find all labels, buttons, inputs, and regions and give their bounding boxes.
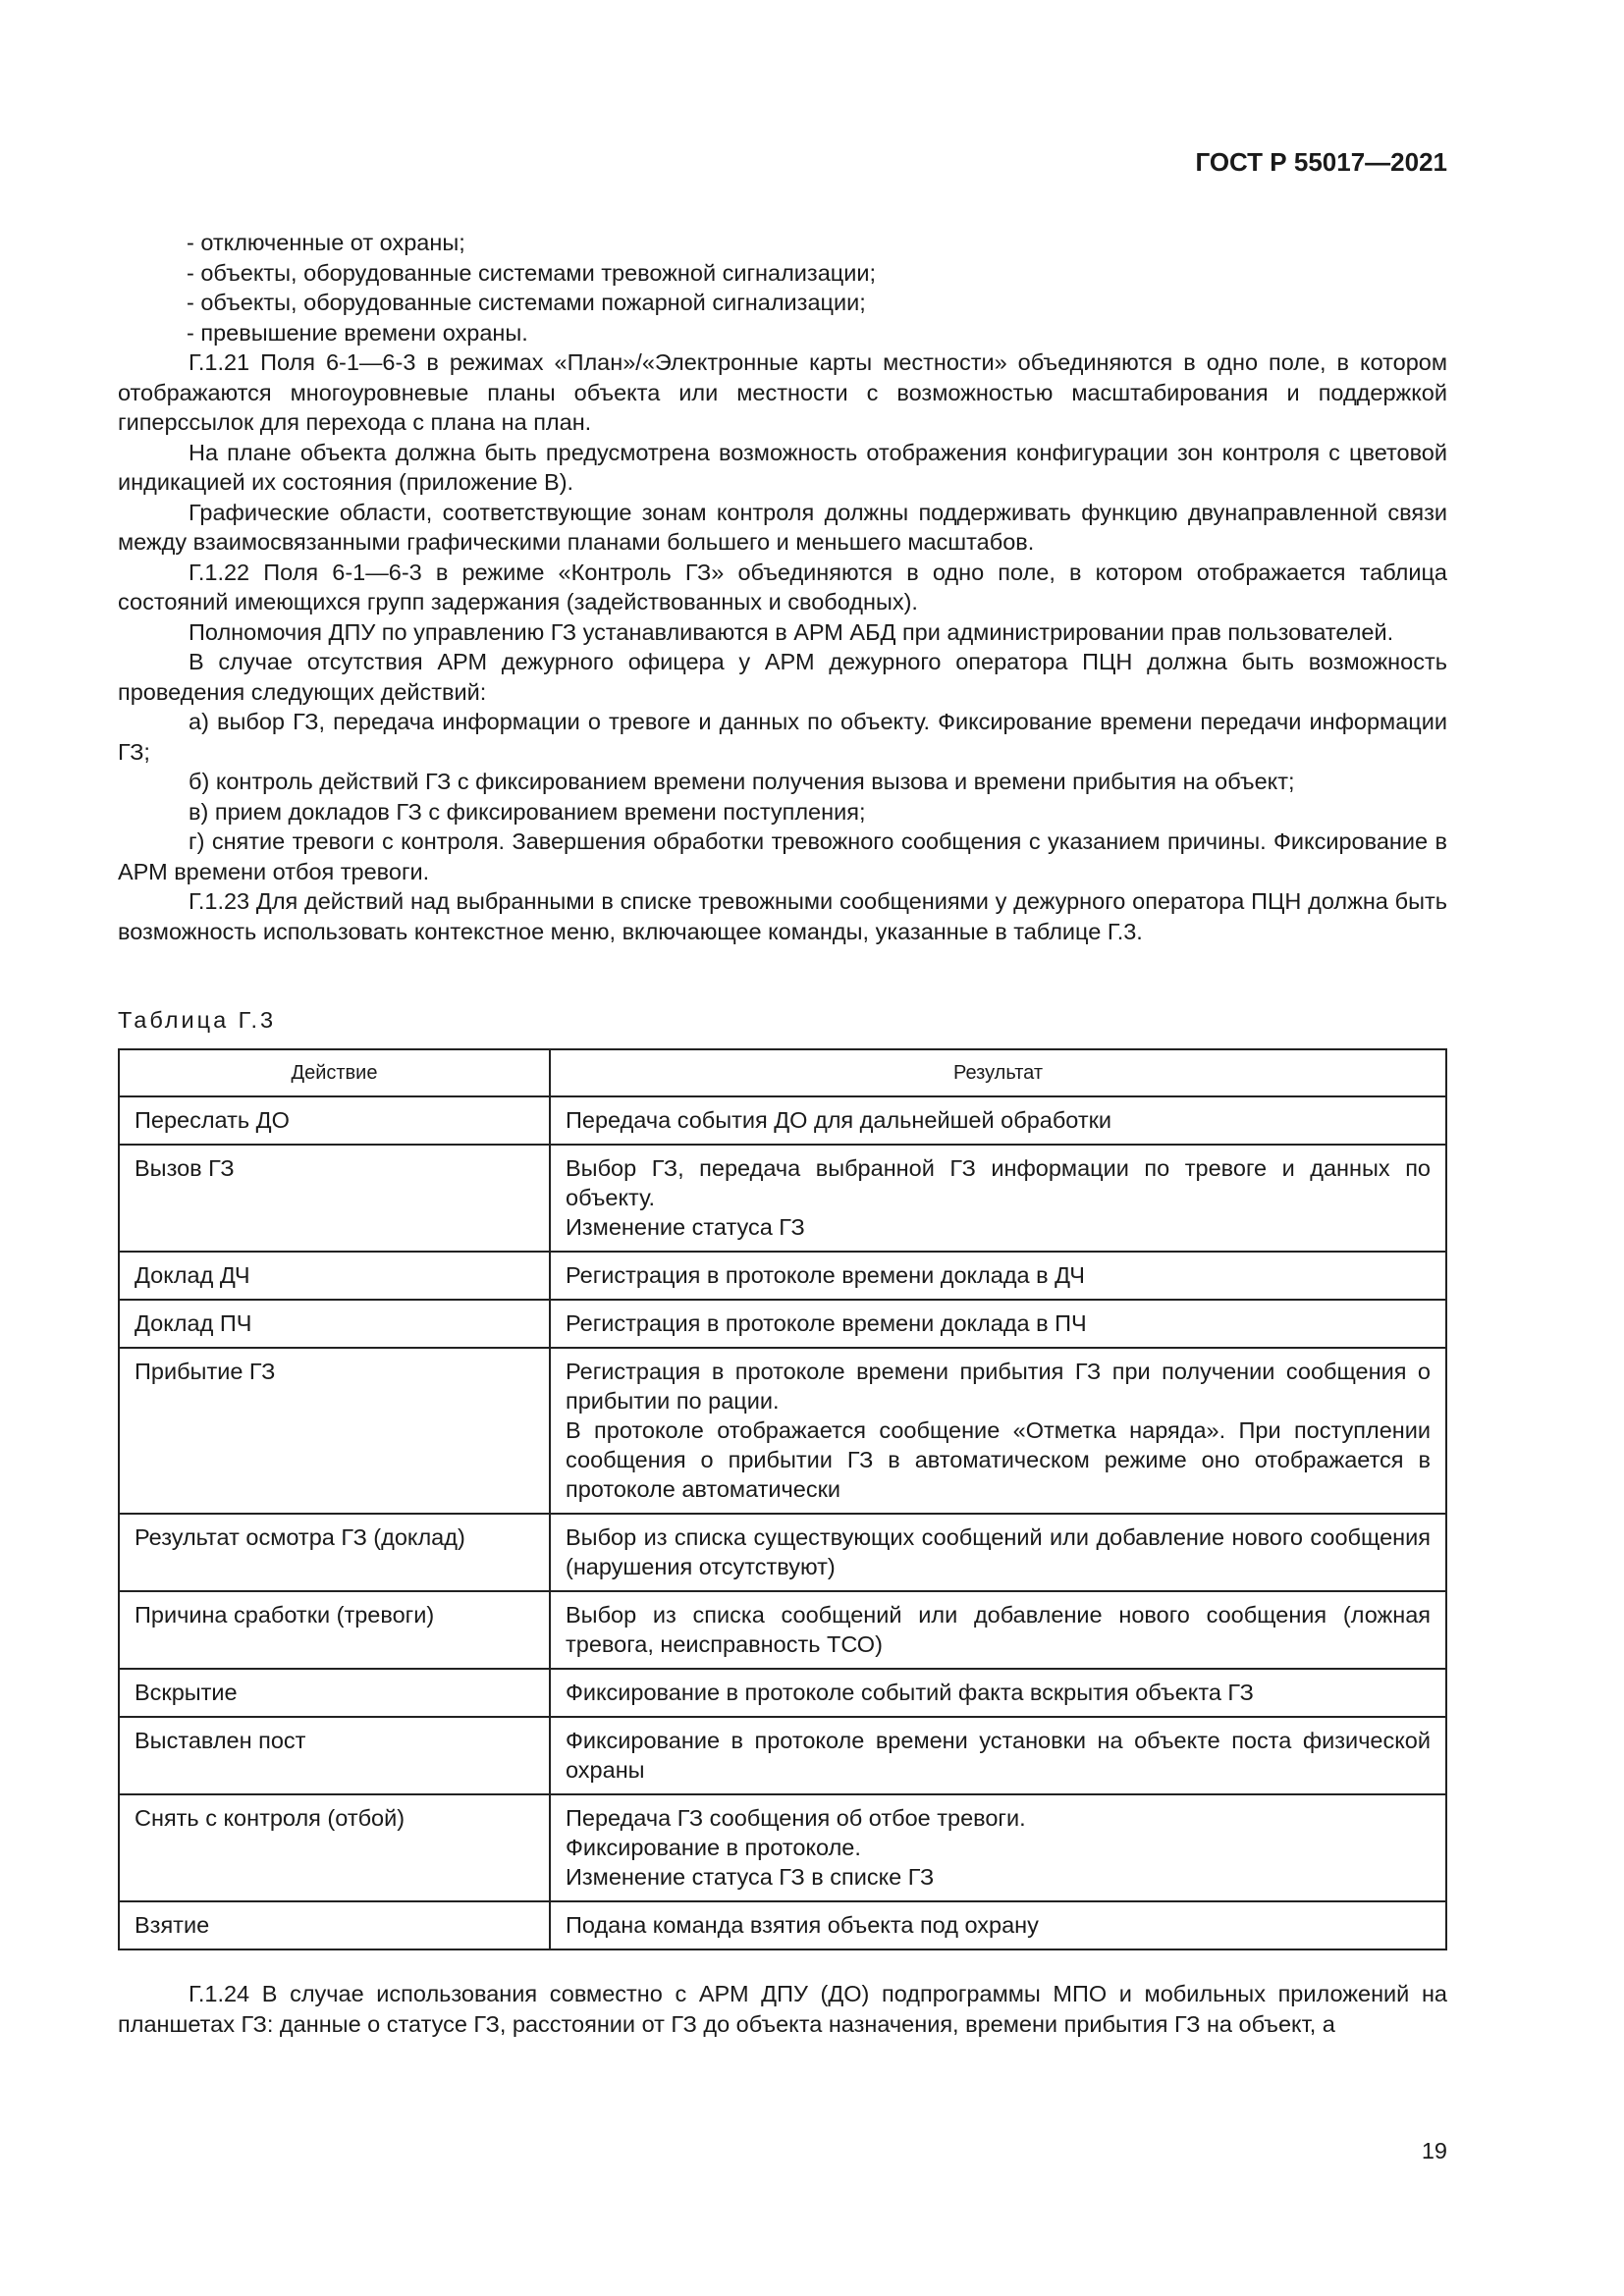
action-cell: Выставлен пост [119, 1717, 550, 1794]
result-line: Передача ГЗ сообщения об отбое тревоги. [566, 1805, 1026, 1831]
column-header-action: Действие [119, 1049, 550, 1096]
action-cell: Доклад ДЧ [119, 1252, 550, 1300]
result-line: Регистрация в протоколе времени доклада в ПЧ [566, 1310, 1087, 1336]
action-cell: Доклад ПЧ [119, 1300, 550, 1348]
action-cell: Прибытие ГЗ [119, 1348, 550, 1514]
action-cell: Вызов ГЗ [119, 1145, 550, 1252]
action-cell: Снять с контроля (отбой) [119, 1794, 550, 1901]
result-line: Выбор из списка существующих сообщений или добавление нового сообщения (нарушения отсутствуют) [566, 1524, 1431, 1579]
result-line: Фиксирование в протоколе. [566, 1835, 861, 1860]
list-item: - превышение времени охраны. [187, 319, 528, 346]
action-cell: Взятие [119, 1901, 550, 1949]
table-row [119, 1348, 1446, 1514]
list-item-b: б) контроль действий ГЗ с фиксированием времени получения вызова и времени прибытия на объект; [189, 769, 1295, 794]
document-header: ГОСТ Р 55017—2021 [1195, 147, 1447, 177]
paragraph-g124: Г.1.24 В случае использования совместно с АРМ ДПУ (ДО) подпрограммы МПО и мобильных приложений на планшетах ГЗ: данные о статусе ГЗ, расстоянии от ГЗ до объекта назначения, времени прибытия ГЗ на объект, а [118, 1981, 1447, 2037]
list-item: - объекты, оборудованные системами тревожной сигнализации; [187, 259, 877, 286]
table-row [119, 1145, 1446, 1252]
action-cell: Причина сработки (тревоги) [119, 1591, 550, 1669]
result-line: Изменение статуса ГЗ [566, 1214, 805, 1240]
result-line: Передача события ДО для дальнейшей обработки [566, 1107, 1112, 1133]
table-row [119, 1096, 1446, 1145]
table-row [119, 1669, 1446, 1717]
table-row [119, 1717, 1446, 1794]
paragraph-authority: Полномочия ДПУ по управлению ГЗ устанавливаются в АРМ АБД при администрировании прав пользователей. [189, 618, 1394, 645]
result-line: Регистрация в протоколе времени доклада в ДЧ [566, 1262, 1085, 1288]
table-row [119, 1300, 1446, 1348]
result-line: Изменение статуса ГЗ в списке ГЗ [566, 1864, 935, 1890]
result-cell [550, 1348, 1446, 1514]
paragraph-g123: Г.1.23 Для действий над выбранными в списке тревожными сообщениями у дежурного оператора ПЦН должна быть возможность использовать контекстное меню, включающее команды, указанные в таблице Г.3. [118, 888, 1447, 944]
list-item-v: в) прием докладов ГЗ с фиксированием времени поступления; [189, 798, 866, 825]
action-cell: Переслать ДО [119, 1096, 550, 1145]
table-header-row [119, 1049, 1446, 1096]
document-body [118, 228, 1447, 946]
paragraph-g121: Г.1.21 Поля 6-1—6-3 в режимах «План»/«Электронные карты местности» объединяются в одно поле, в котором отображаются многоуровневые планы объекта или местности с возможностью масштабирования и поддержкой гиперссылок для перехода с плана на план. [118, 349, 1447, 435]
result-line: Подана команда взятия объекта под охрану [566, 1912, 1039, 1938]
result-cell [550, 1901, 1446, 1949]
result-cell [550, 1252, 1446, 1300]
result-line: Выбор ГЗ, передача выбранной ГЗ информации по тревоге и данных по объекту. [566, 1155, 1431, 1210]
table-row [119, 1252, 1446, 1300]
paragraph-plan: На плане объекта должна быть предусмотрена возможность отображения конфигурации зон контроля с цветовой индикацией их состояния (приложение В). [118, 439, 1447, 495]
page-number: 19 [1421, 2138, 1447, 2163]
commands-table [118, 1048, 1447, 1950]
after-table-text [118, 1979, 1447, 2040]
result-cell [550, 1717, 1446, 1794]
result-cell [550, 1669, 1446, 1717]
result-line: Фиксирование в протоколе времени установки на объекте поста физической охраны [566, 1728, 1431, 1783]
result-cell [550, 1794, 1446, 1901]
table-row [119, 1591, 1446, 1669]
column-header-result: Результат [550, 1049, 1446, 1096]
list-item: - объекты, оборудованные системами пожарной сигнализации; [187, 290, 866, 315]
paragraph-absence: В случае отсутствия АРМ дежурного офицера у АРМ дежурного оператора ПЦН должна быть возможность проведения следующих действий: [118, 649, 1447, 705]
result-line: Выбор из списка сообщений или добавление нового сообщения (ложная тревога, неисправность ТСО) [566, 1602, 1431, 1657]
action-cell: Результат осмотра ГЗ (доклад) [119, 1514, 550, 1591]
list-item-a: а) выбор ГЗ, передача информации о тревоге и данных по объекту. Фиксирование времени передачи информации ГЗ; [118, 709, 1447, 765]
result-cell [550, 1096, 1446, 1145]
table-caption: Таблица Г.3 [118, 1007, 277, 1033]
result-cell [550, 1145, 1446, 1252]
list-item: - отключенные от охраны; [187, 230, 465, 255]
table-row [119, 1901, 1446, 1949]
paragraph-graphic: Графические области, соответствующие зонам контроля должны поддерживать функцию двунаправленной связи между взаимосвязанными графическими планами большего и меньшего масштабов. [118, 499, 1447, 555]
action-cell: Вскрытие [119, 1669, 550, 1717]
table-row [119, 1794, 1446, 1901]
paragraph-g122: Г.1.22 Поля 6-1—6-3 в режиме «Контроль ГЗ» объединяются в одно поле, в котором отображается таблица состояний имеющихся групп задержания (задействованных и свободных). [118, 559, 1447, 614]
result-cell [550, 1514, 1446, 1591]
result-line: В протоколе отображается сообщение «Отметка наряда». При поступлении сообщения о прибытии ГЗ в автоматическом режиме оно отображается в протоколе автоматически [566, 1417, 1431, 1502]
result-line: Регистрация в протоколе времени прибытия ГЗ при получении сообщения о прибытии по рации. [566, 1359, 1431, 1414]
result-cell [550, 1591, 1446, 1669]
list-item-g: г) снятие тревоги с контроля. Завершения обработки тревожного сообщения с указанием причины. Фиксирование в АРМ времени отбоя тревоги. [118, 828, 1447, 884]
result-cell [550, 1300, 1446, 1348]
result-line: Фиксирование в протоколе событий факта вскрытия объекта ГЗ [566, 1680, 1254, 1705]
table-row [119, 1514, 1446, 1591]
